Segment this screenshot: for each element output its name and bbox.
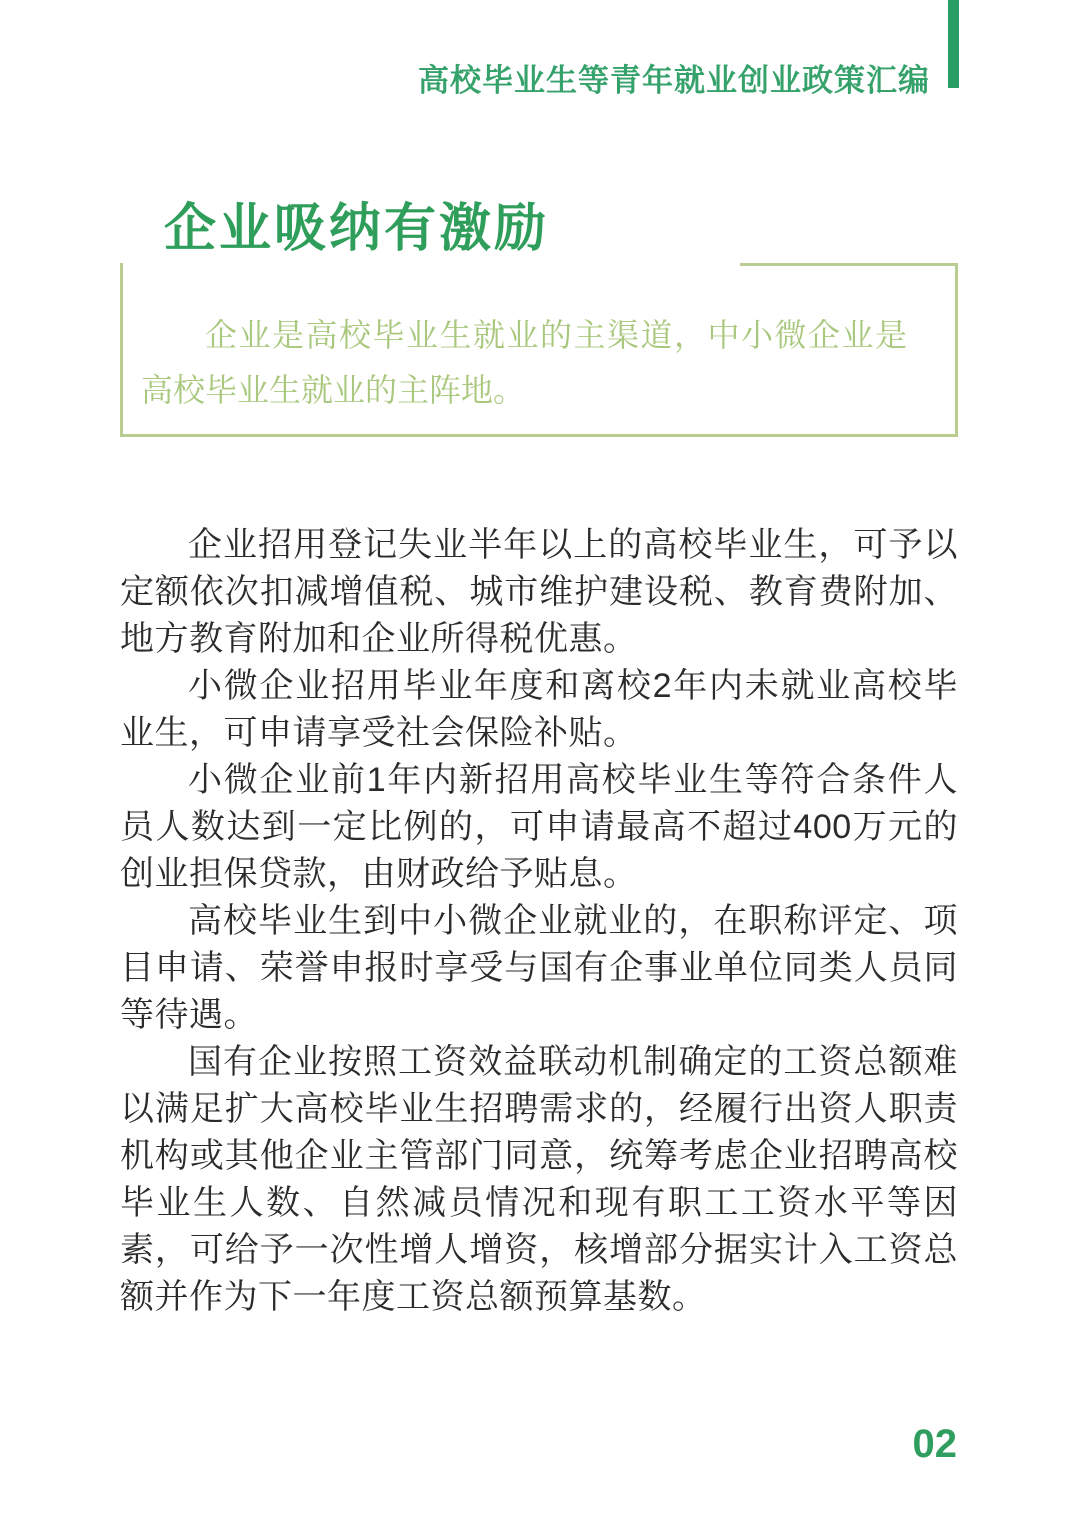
- quote-box: [120, 263, 958, 437]
- quote-box-top-border: [740, 263, 955, 266]
- body-paragraph-2: 小微企业招用毕业年度和离校2年内未就业高校毕业生，可申请享受社会保险补贴。: [120, 667, 958, 752]
- body-paragraph-4: 高校毕业生到中小微企业就业的，在职称评定、项目申请、荣誉申报时享受与国有企事业单位同类人员同等待遇。: [120, 902, 958, 1034]
- section-title: 企业吸纳有激励: [164, 200, 550, 258]
- body-content: [120, 522, 958, 1321]
- quote-text: 企业是高校毕业生就业的主渠道，中小微企业是高校毕业生就业的主阵地。: [141, 317, 907, 408]
- header-title: 高校毕业生等青年就业创业政策汇编: [418, 63, 930, 98]
- page-number: 02: [912, 1422, 957, 1466]
- body-paragraph-5: 国有企业按照工资效益联动机制确定的工资总额难以满足扩大高校毕业生招聘需求的，经履行出资人职责机构或其他企业主管部门同意，统筹考虑企业招聘高校毕业生人数、自然减员情况和现有职工工资水平等因素，可给予一次性增人增资，核增部分据实计入工资总额并作为下一年度工资总额预算基数。: [120, 1043, 958, 1316]
- body-paragraph-1: 企业招用登记失业半年以上的高校毕业生，可予以定额依次扣减增值税、城市维护建设税、教育费附加、地方教育附加和企业所得税优惠。: [120, 526, 958, 658]
- header-accent-bar: [948, 0, 959, 88]
- body-paragraph-3: 小微企业前1年内新招用高校毕业生等符合条件人员人数达到一定比例的，可申请最高不超过400万元的创业担保贷款，由财政给予贴息。: [120, 761, 958, 893]
